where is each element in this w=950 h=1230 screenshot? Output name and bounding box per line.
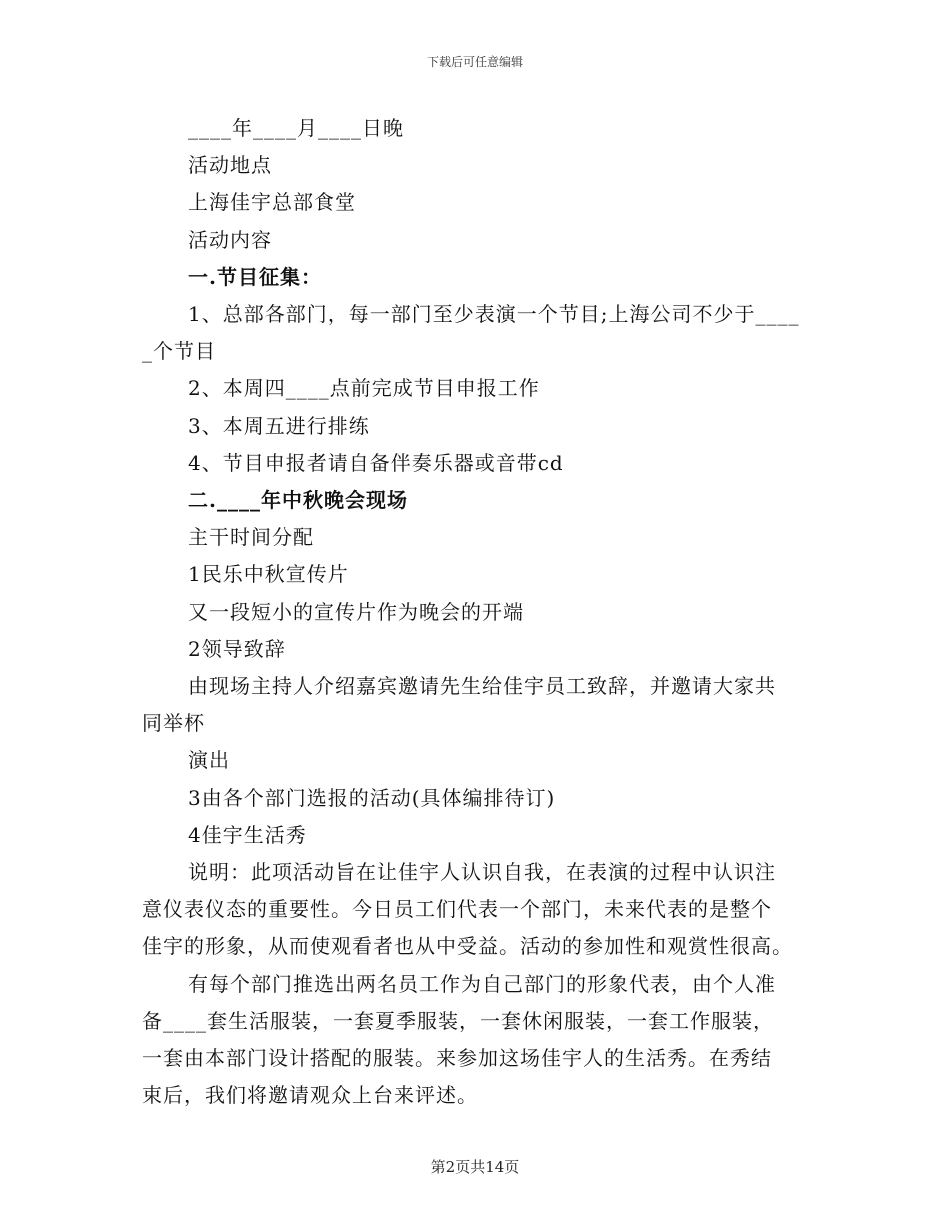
section-label-venue: 活动地点: [188, 153, 272, 178]
section-label-content: 活动内容: [188, 227, 272, 252]
schedule-item-4: 4佳宇生活秀: [188, 822, 307, 847]
schedule-item-2-desc: 由现场主持人介绍嘉宾邀请先生给佳宇员工致辞，并邀请大家共: [188, 674, 776, 699]
schedule-item-1: 1民乐中秋宣传片: [188, 562, 349, 587]
schedule-item-1-desc: 又一段短小的宣传片作为晚会的开端: [188, 599, 524, 624]
schedule-item-2-desc-continued: 同举杯: [142, 711, 205, 736]
heading-gala-scene: 二.____年中秋晚会现场: [188, 488, 408, 513]
representative-paragraph-line-4: 束后，我们将邀请观众上台来评述。: [142, 1083, 478, 1108]
list-item-1-continued: _个节目: [142, 339, 216, 364]
schedule-item-2: 2领导致辞: [188, 636, 286, 661]
venue-text: 上海佳宇总部食堂: [188, 190, 356, 215]
list-item-4: 4、节目申报者请自备伴奏乐器或音带cd: [188, 450, 564, 475]
list-item-1: 1、总部各部门，每一部门至少表演一个节目;上海公司不少于____: [188, 302, 800, 327]
schedule-item-3: 3由各个部门选报的活动(具体编排待订): [188, 785, 556, 810]
explanation-paragraph-line-2: 意仪表仪态的重要性。今日员工们代表一个部门，未来代表的是整个: [142, 897, 772, 922]
page-header: 下载后可任意编辑: [426, 55, 523, 69]
explanation-paragraph-line-3: 佳宇的形象，从而使观看者也从中受益。活动的参加性和观赏性很高。: [142, 934, 793, 959]
list-item-2: 2、本周四____点前完成节目申报工作: [188, 376, 540, 401]
list-item-3: 3、本周五进行排练: [188, 413, 370, 438]
schedule-title: 主干时间分配: [188, 525, 314, 550]
date-line: ____年____月____日晚: [188, 116, 404, 140]
representative-paragraph-line-2: 备____套生活服装，一套夏季服装，一套休闲服装，一套工作服装，: [142, 1008, 774, 1033]
performance-label: 演出: [188, 748, 230, 773]
representative-paragraph-line-3: 一套由本部门设计搭配的服装。来参加这场佳宇人的生活秀。在秀结: [142, 1046, 772, 1071]
explanation-paragraph-line-1: 说明：此项活动旨在让佳宇人认识自我，在表演的过程中认识注: [188, 860, 776, 885]
page-footer: 第2页共14页: [430, 1158, 520, 1176]
heading-program-collection: 一.节目征集：: [188, 264, 322, 289]
representative-paragraph-line-1: 有每个部门推选出两名员工作为自己部门的形象代表，由个人准: [188, 971, 776, 996]
document-body: [142, 110, 808, 1114]
